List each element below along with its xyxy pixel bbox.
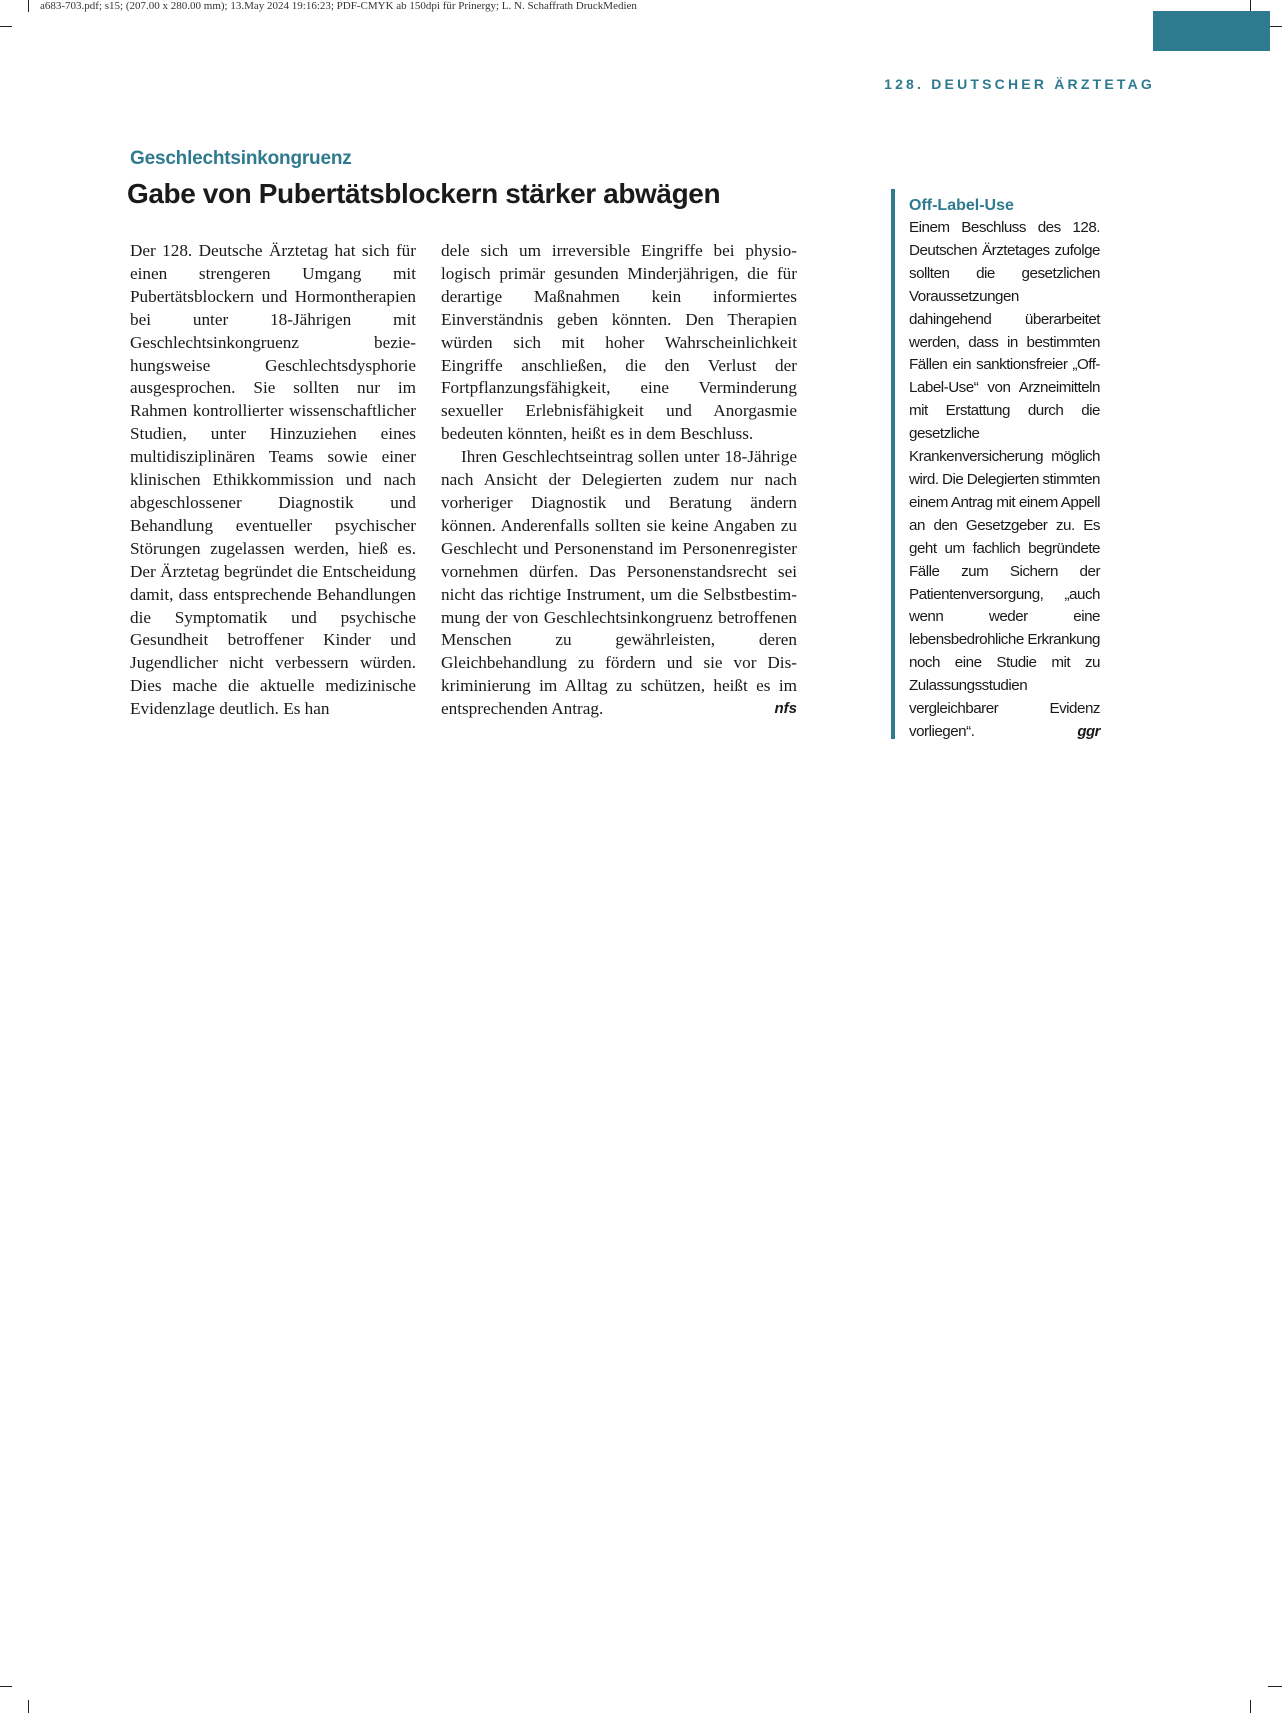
crop-mark [28,0,29,12]
info-box-title: Off-Label-Use [909,197,1014,214]
crop-mark [1250,1700,1251,1713]
author-initials: nfs [774,700,797,718]
article-paragraph: Der 128. Deutsche Ärztetag hat sich für einen strengeren Umgang mit Pubertätsblockern und Hormontherapien bei unter 18-Jährigen mit Geschlechtsinkongruenz beziehungsweise Geschlechtsdysphorie ausgesprochen. Sie sollten nur im Rahmen kontrollierter wissenschaftlicher Studien, unter Hinzuziehen eines multidisziplinären Teams sowie einer klinischen Ethikkommission und nach abgeschlossener Diagnostik und Behandlung eventueller psychischer Störungen zugelassen werden, hieß es. Der Ärztetag begründet die Entscheidung damit, dass entsprechende Behandlungen die Symptomatik und psychische Gesundheit betroffener Kinder und Jugendlicher nicht verbessern würden. Dies mache die aktuelle medizinische Evidenzlage deutlich. Es han [130,241,416,719]
article-headline: Gabe von Pubertätsblockern stärker abwägen [127,178,721,209]
info-box [891,189,1100,739]
running-head: 128. DEUTSCHER ÄRZTETAG [884,76,1155,92]
info-box-body [909,217,1100,744]
article-paragraph-with-author [441,446,797,721]
print-slug: a683-703.pdf; s15; (207.00 x 280.00 mm); 13.May 2024 19:16:23; PDF-CMYK ab 150dpi für Prinergy; L. N. Schaffrath DruckMedien [40,0,637,12]
article-column-2 [441,240,797,721]
article-paragraph-text: Ihren Geschlechtseintrag sollen unter 18-Jährige nach Ansicht der Delegierten zudem nur nach vorheriger Diagnostik und Beratung ändern können. Anderenfalls sollten sie keine Angaben zu Geschlecht und Personenstand im Personenregister vornehmen dürfen. Das Personenstandsrecht sei nicht das richtige Instrument, um die Selbstbestimmung der von Geschlechtsinkongruenz betroffenen Menschen zu gewährleisten, deren Gleichbehandlung zu fördern und sie vor Diskriminierung im Alltag zu schützen, heißt es im entsprechenden Antrag. [441,447,797,719]
crop-mark [0,26,12,27]
author-initials: ggr [1077,722,1100,740]
info-box-text: Einem Beschluss des 128. Deutschen Ärztetages zufolge sollten die gesetzlichen Voraussetzungen dahingehend überarbeitet werden, dass in bestimmten Fällen ein sanktionsfreier „Off-Label-Use“ von Arzneimitteln mit Erstattung durch die gesetzliche Krankenversicherung möglich wird. Die Delegierten stimmten einem Antrag mit einem Appell an den Gesetzgeber zu. Es geht um fachlich begründete Fälle zum Sichern der Patientenversorgung, „auch wenn weder eine lebensbedrohliche Erkrankung noch eine Studie mit zu Zulassungsstudien vergleichbarer Evidenz vorliegen“. [909,219,1100,740]
article-paragraph: dele sich um irreversible Eingriffe bei physiologisch primär gesunden Minderjährigen, die für derartige Maßnahmen kein informiertes Einverständnis geben könnten. Den Therapien würden sich mit hoher Wahrscheinlichkeit Eingriffe anschließen, die den Verlust der Fortpflanzungsfähigkeit, eine Verminderung sexueller Erlebnisfähigkeit und Anorgasmie bedeuten könnten, heißt es in dem Beschluss. [441,241,797,444]
crop-mark [1268,26,1282,27]
crop-mark [0,1686,12,1687]
crop-mark [1268,1686,1282,1687]
crop-mark [28,1700,29,1713]
article-column-1 [130,240,416,721]
page-color-tab [1153,11,1270,51]
article-kicker: Geschlechtsinkongruenz [130,148,352,169]
